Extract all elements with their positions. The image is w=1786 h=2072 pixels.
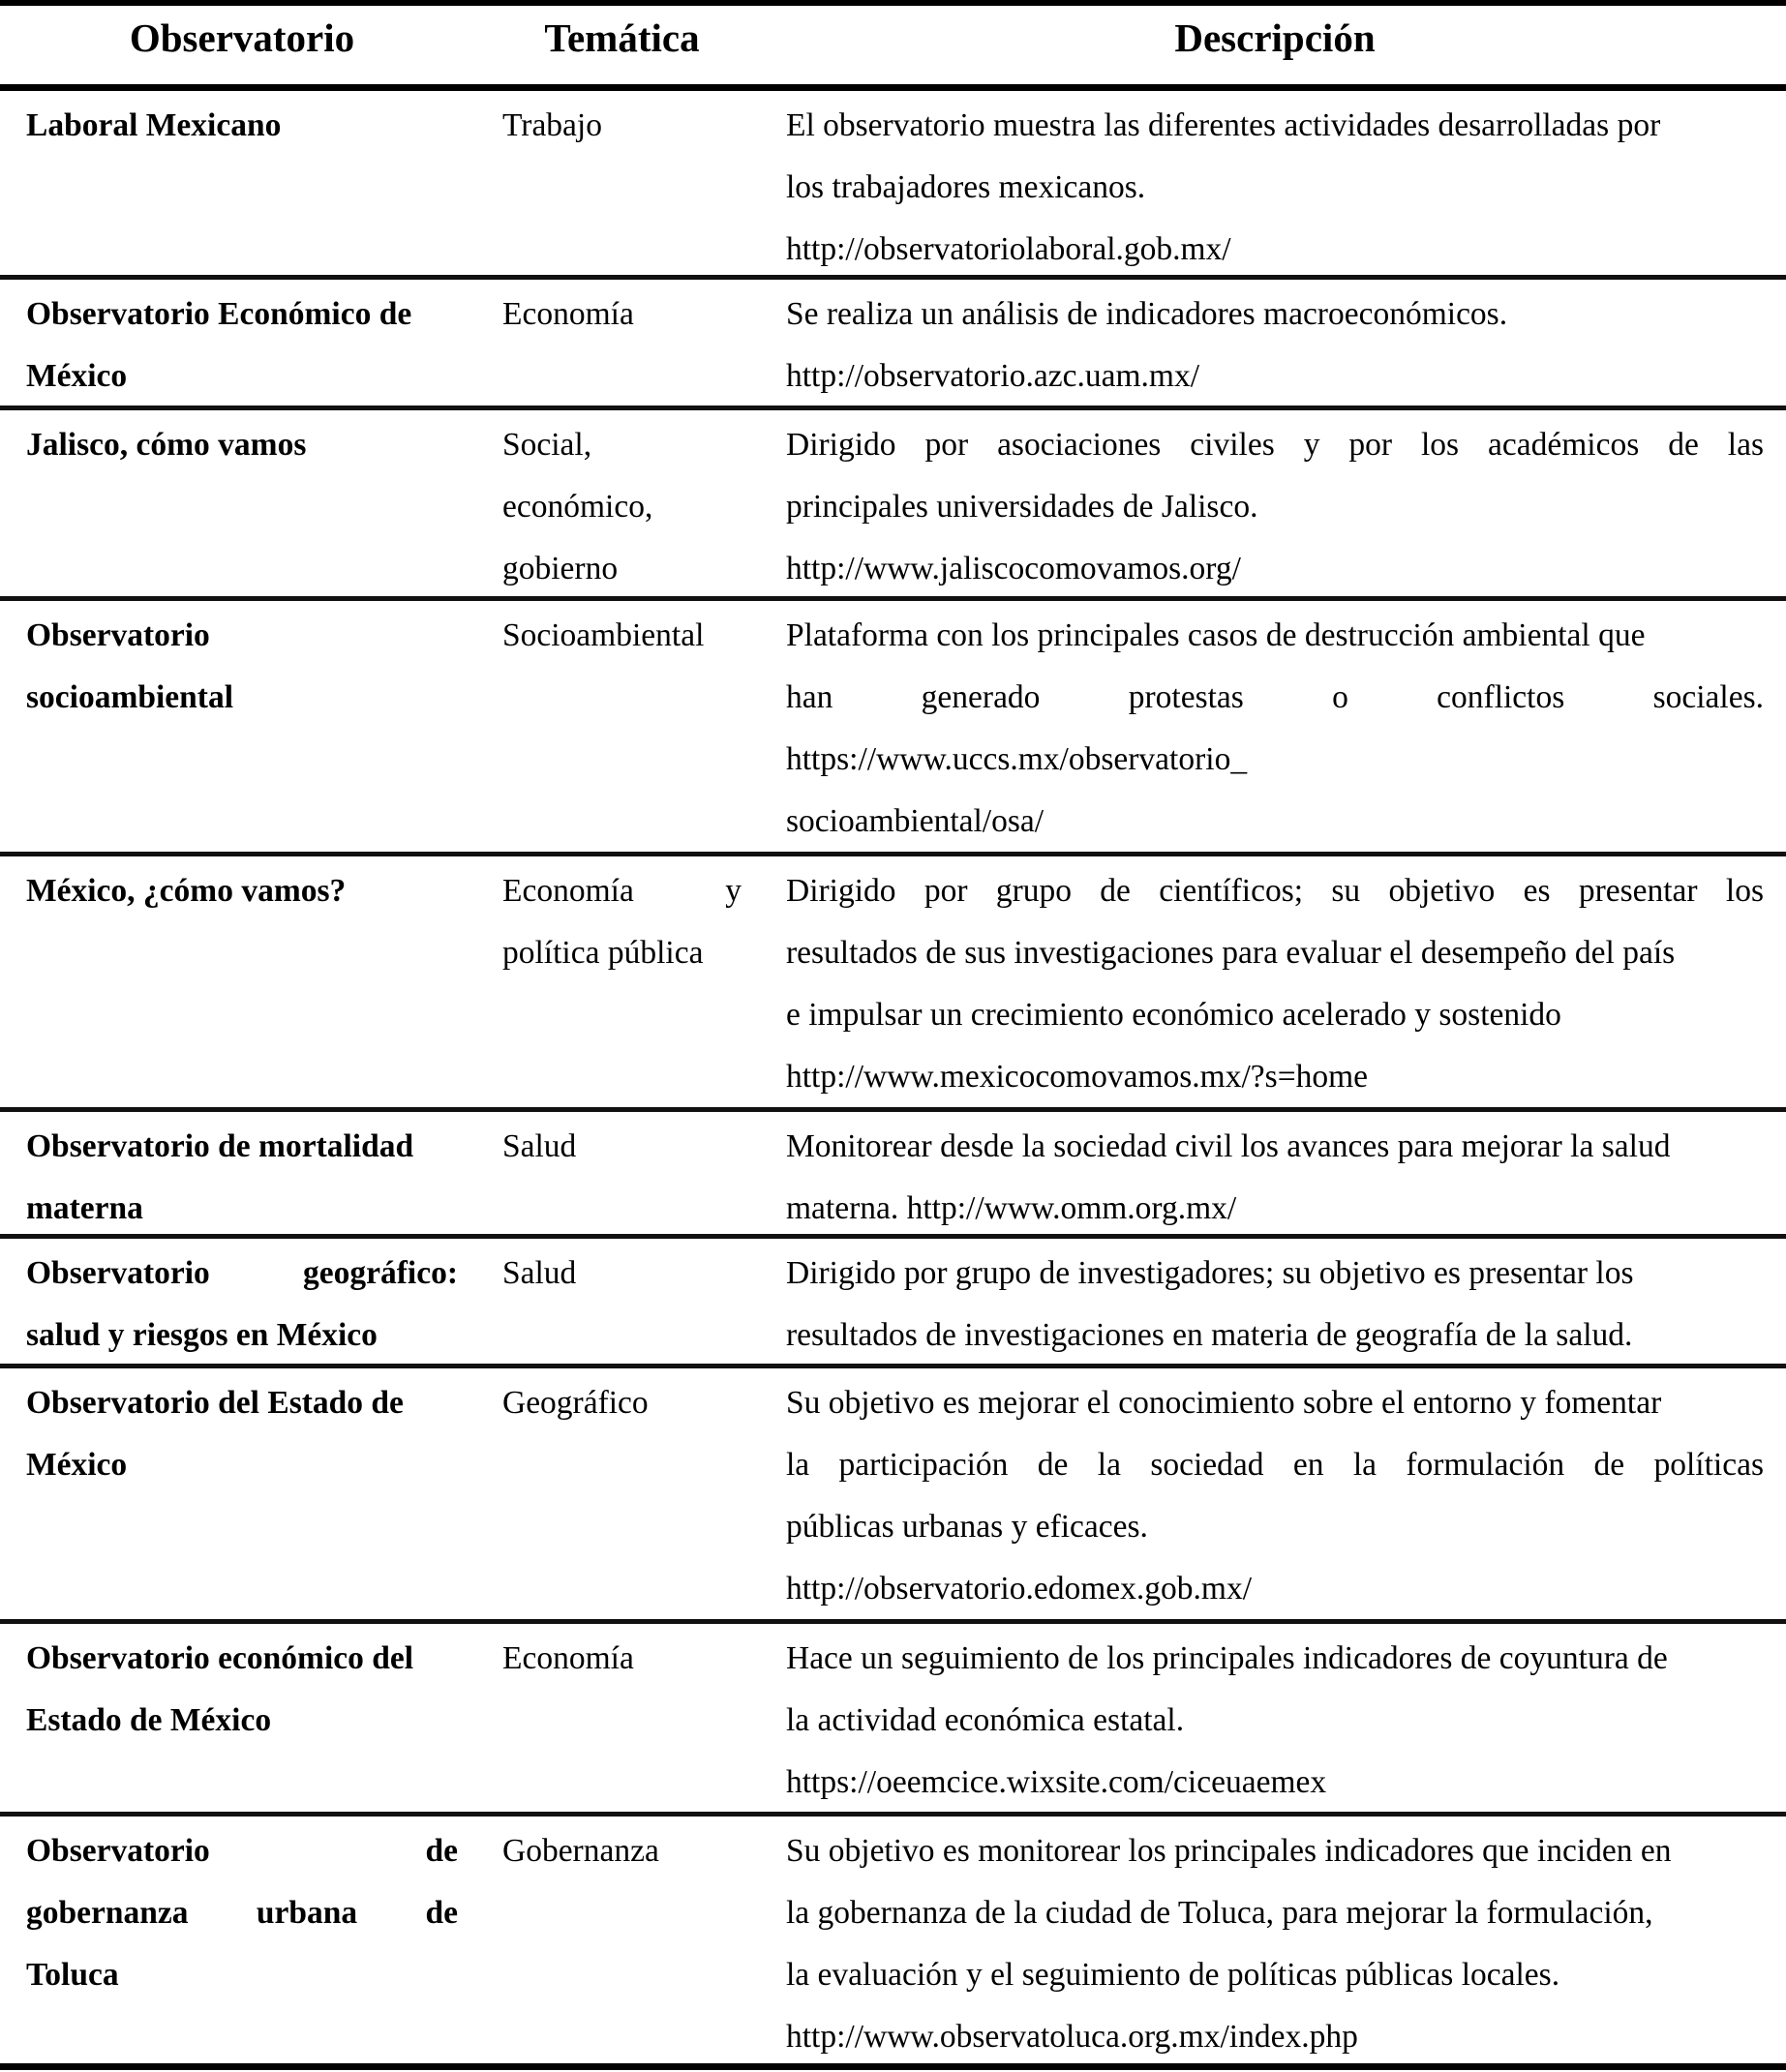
cell-observatorio bbox=[26, 284, 458, 407]
cell-tematica bbox=[502, 1372, 742, 1434]
cell-line: Dirigido por asociaciones civiles y por los académicos de las bbox=[786, 427, 1764, 463]
cell-line: gobierno bbox=[502, 551, 619, 586]
table-row bbox=[0, 1817, 1786, 2063]
cell-line: https://www.uccs.mx/observatorio_ bbox=[786, 741, 1248, 777]
table-row bbox=[0, 601, 1786, 852]
cell-line: Trabajo bbox=[502, 107, 602, 143]
cell-line: http://www.mexicocomovamos.mx/?s=home bbox=[786, 1059, 1369, 1095]
table-row bbox=[0, 91, 1786, 275]
table-row bbox=[0, 1112, 1786, 1234]
cell-line: Monitorear desde la sociedad civil los avances para mejorar la salud bbox=[786, 1128, 1671, 1164]
cell-tematica bbox=[502, 605, 742, 667]
table-row bbox=[0, 1239, 1786, 1364]
cell-descripcion bbox=[786, 605, 1764, 853]
cell-observatorio bbox=[26, 605, 458, 729]
cell-line: Su objetivo es monitorear los principales indicadores que inciden en bbox=[786, 1833, 1672, 1869]
cell-line: http://www.observatoluca.org.mx/index.php bbox=[786, 2019, 1358, 2055]
cell-observatorio bbox=[26, 860, 458, 922]
cell-line: Jalisco, cómo vamos bbox=[26, 427, 307, 463]
cell-tematica bbox=[502, 284, 742, 345]
cell-line: política pública bbox=[502, 935, 704, 971]
cell-descripcion bbox=[786, 1116, 1764, 1240]
header-descripcion: Descripción bbox=[1174, 15, 1376, 60]
cell-line: la actividad económica estatal. bbox=[786, 1702, 1185, 1738]
cell-line: Observatorio geográfico: bbox=[26, 1255, 458, 1291]
cell-line: la evaluación y el seguimiento de políticas públicas locales. bbox=[786, 1957, 1560, 1993]
cell-line: México bbox=[26, 1447, 128, 1483]
table-row bbox=[0, 1368, 1786, 1619]
cell-line: e impulsar un crecimiento económico acelerado y sostenido bbox=[786, 997, 1561, 1033]
cell-line: Dirigido por grupo de investigadores; su objetivo es presentar los bbox=[786, 1255, 1634, 1291]
cell-observatorio bbox=[26, 95, 458, 157]
cell-line: la gobernanza de la ciudad de Toluca, para mejorar la formulación, bbox=[786, 1895, 1653, 1931]
cell-tematica bbox=[502, 1820, 742, 1882]
cell-line: Hace un seguimiento de los principales indicadores de coyuntura de bbox=[786, 1640, 1668, 1676]
cell-line: El observatorio muestra las diferentes actividades desarrolladas por bbox=[786, 107, 1661, 143]
cell-line: Su objetivo es mejorar el conocimiento sobre el entorno y fomentar bbox=[786, 1385, 1662, 1421]
cell-tematica bbox=[502, 414, 742, 600]
cell-line: Toluca bbox=[26, 1957, 119, 1993]
table-row bbox=[0, 1624, 1786, 1812]
cell-line: Se realiza un análisis de indicadores macroeconómicos. bbox=[786, 296, 1508, 332]
cell-tematica bbox=[502, 1243, 742, 1305]
cell-line: http://observatorio.azc.uam.mx/ bbox=[786, 358, 1200, 394]
cell-line: los trabajadores mexicanos. bbox=[786, 169, 1146, 205]
cell-descripcion bbox=[786, 414, 1764, 600]
cell-descripcion bbox=[786, 1372, 1764, 1620]
cell-observatorio bbox=[26, 1628, 458, 1752]
cell-line: principales universidades de Jalisco. bbox=[786, 489, 1258, 525]
cell-tematica bbox=[502, 860, 742, 984]
cell-line: Observatorio Económico de bbox=[26, 296, 412, 332]
cell-observatorio bbox=[26, 1820, 458, 2006]
cell-line: Economía bbox=[502, 296, 634, 332]
table-header-row bbox=[0, 6, 1786, 84]
cell-descripcion bbox=[786, 95, 1764, 281]
cell-line: Observatorio de mortalidad bbox=[26, 1128, 414, 1164]
cell-tematica bbox=[502, 1628, 742, 1690]
cell-line: resultados de sus investigaciones para evaluar el desempeño del país bbox=[786, 935, 1676, 971]
cell-line: Salud bbox=[502, 1255, 577, 1291]
cell-line: Observatorio bbox=[26, 617, 210, 653]
header-rule bbox=[0, 84, 1786, 91]
cell-descripcion bbox=[786, 284, 1764, 407]
cell-line: socioambiental bbox=[26, 679, 234, 715]
cell-line: económico, bbox=[502, 489, 653, 525]
cell-line: materna bbox=[26, 1190, 143, 1226]
cell-descripcion bbox=[786, 860, 1764, 1108]
cell-line: salud y riesgos en México bbox=[26, 1317, 378, 1353]
cell-line: Dirigido por grupo de científicos; su objetivo es presentar los bbox=[786, 873, 1764, 909]
cell-line: Socioambiental bbox=[502, 617, 705, 653]
cell-line: Gobernanza bbox=[502, 1833, 659, 1869]
cell-descripcion bbox=[786, 1820, 1764, 2068]
cell-line: la participación de la sociedad en la formulación de políticas bbox=[786, 1447, 1764, 1483]
cell-line: Geográfico bbox=[502, 1385, 649, 1421]
cell-observatorio bbox=[26, 1243, 458, 1366]
cell-line: México, ¿cómo vamos? bbox=[26, 873, 347, 909]
cell-line: Economía y bbox=[502, 873, 742, 909]
cell-descripcion bbox=[786, 1628, 1764, 1814]
header-observatorio: Observatorio bbox=[129, 15, 355, 60]
cell-line: Social, bbox=[502, 427, 592, 463]
cell-line: Economía bbox=[502, 1640, 634, 1676]
cell-line: Observatorio económico del bbox=[26, 1640, 414, 1676]
table-row bbox=[0, 410, 1786, 596]
cell-line: gobernanza urbana de bbox=[26, 1895, 458, 1931]
cell-line: públicas urbanas y eficaces. bbox=[786, 1509, 1148, 1545]
cell-line: Observatorio de bbox=[26, 1833, 458, 1869]
table-body bbox=[0, 91, 1786, 2063]
cell-tematica bbox=[502, 95, 742, 157]
cell-line: Observatorio del Estado de bbox=[26, 1385, 404, 1421]
cell-tematica bbox=[502, 1116, 742, 1178]
cell-line: Laboral Mexicano bbox=[26, 107, 282, 143]
cell-line: http://observatoriolaboral.gob.mx/ bbox=[786, 231, 1231, 267]
cell-line: http://observatorio.edomex.gob.mx/ bbox=[786, 1571, 1253, 1607]
cell-line: socioambiental/osa/ bbox=[786, 803, 1044, 839]
cell-line: http://www.jaliscocomovamos.org/ bbox=[786, 551, 1241, 586]
cell-line: Plataforma con los principales casos de destrucción ambiental que bbox=[786, 617, 1646, 653]
cell-line: Estado de México bbox=[26, 1702, 272, 1738]
cell-observatorio bbox=[26, 1116, 458, 1240]
cell-line: resultados de investigaciones en materia de geografía de la salud. bbox=[786, 1317, 1633, 1353]
cell-line: México bbox=[26, 358, 128, 394]
cell-line: https://oeemcice.wixsite.com/ciceuaemex bbox=[786, 1764, 1327, 1800]
cell-descripcion bbox=[786, 1243, 1764, 1366]
cell-line: Salud bbox=[502, 1128, 577, 1164]
table-row bbox=[0, 856, 1786, 1107]
table-row bbox=[0, 280, 1786, 405]
cell-observatorio bbox=[26, 1372, 458, 1496]
header-tematica: Temática bbox=[544, 15, 700, 60]
cell-line: materna. http://www.omm.org.mx/ bbox=[786, 1190, 1237, 1226]
cell-line: han generado protestas o conflictos sociales. bbox=[786, 679, 1764, 715]
cell-observatorio bbox=[26, 414, 458, 476]
